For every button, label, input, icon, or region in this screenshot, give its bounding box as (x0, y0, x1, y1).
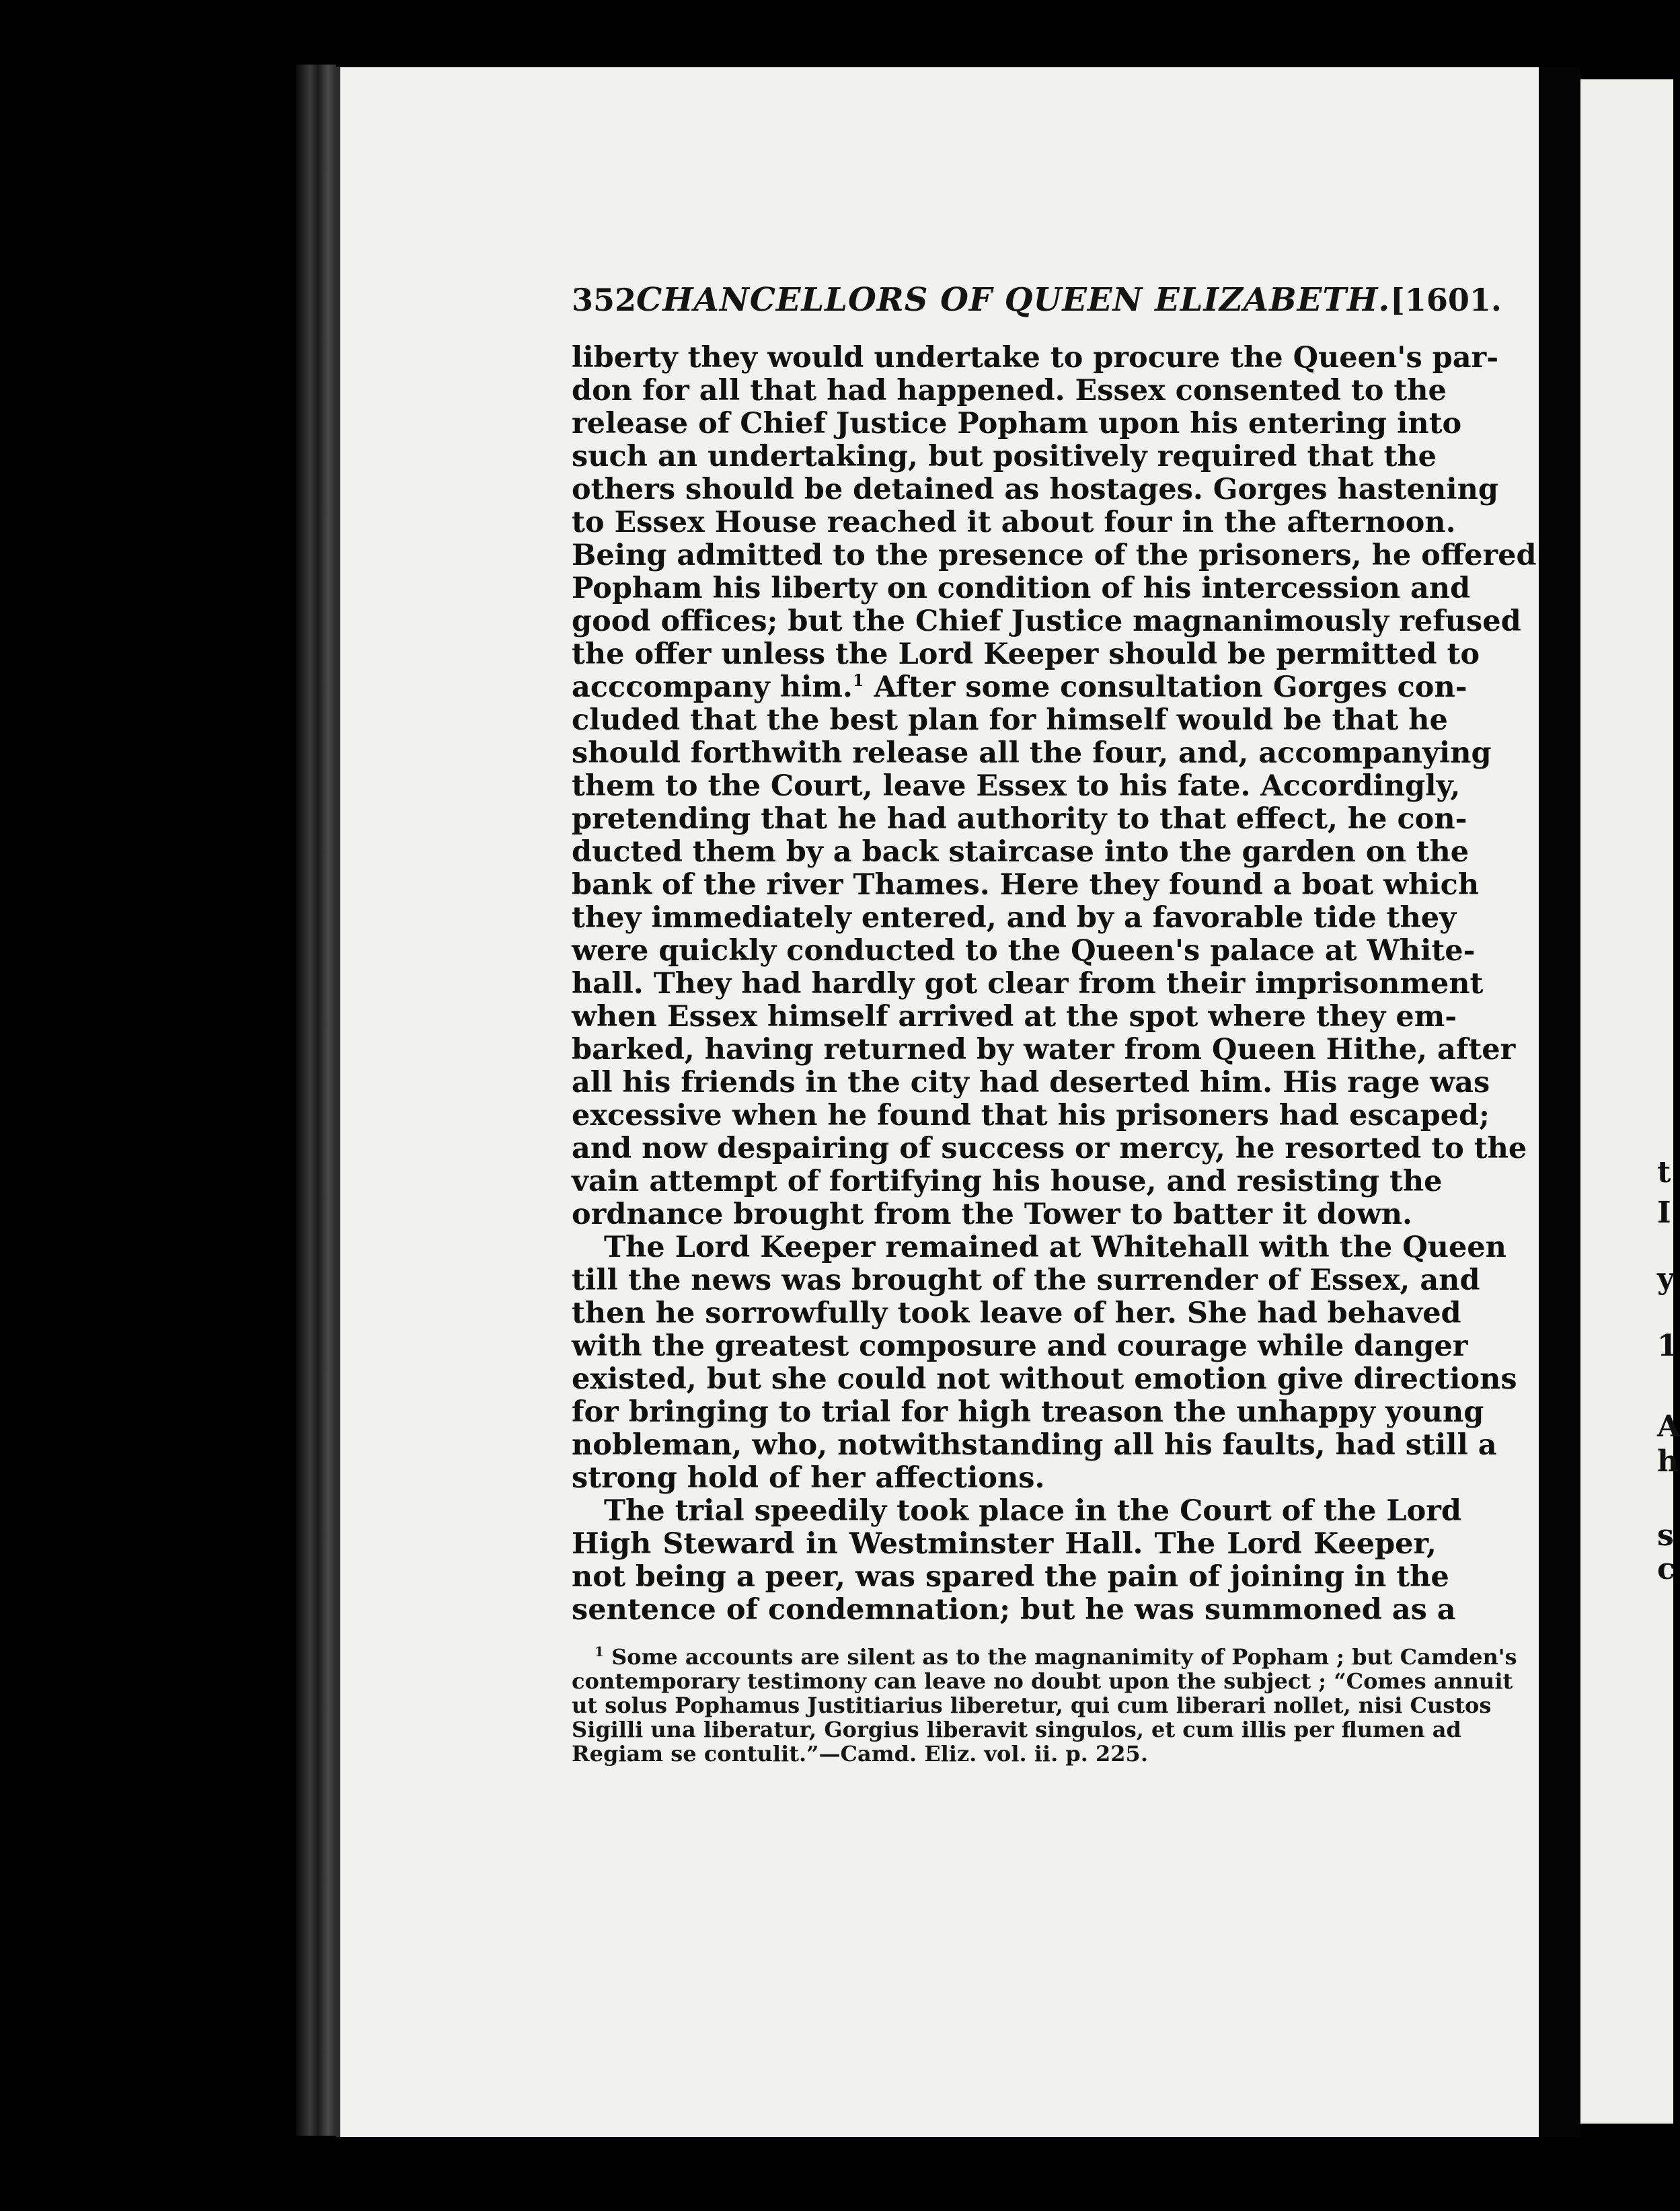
text-line: with the greatest composure and courage while danger (572, 1329, 1468, 1363)
text-line: to Essex House reached it about four in the afternoon. (572, 506, 1456, 539)
text-line: nobleman, who, notwithstanding all his faults, had still a (572, 1428, 1497, 1462)
facing-page-letter: A (1657, 1409, 1680, 1444)
text-line: liberty they would undertake to procure the Queen's par- (572, 341, 1499, 375)
facing-page-fragment (1580, 79, 1680, 2124)
footnote-reference[interactable]: 1 (852, 670, 864, 690)
text-line: vain attempt of fortifying his house, and resisting the (572, 1165, 1443, 1198)
text-line: others should be detained as hostages. Gorges hastening (572, 473, 1498, 506)
text-line: bank of the river Thames. Here they found a boat which (572, 868, 1480, 902)
text-line: existed, but she could not without emotion give directions (572, 1362, 1517, 1396)
text-line: and now despairing of success or mercy, he resorted to the (572, 1132, 1527, 1165)
text-line: them to the Court, leave Essex to his fate. Accordingly, (572, 769, 1461, 803)
text-line: the offer unless the Lord Keeper should be permitted to (572, 637, 1480, 671)
text-line: they immediately entered, and by a favorable tide they (572, 901, 1457, 935)
footnote-line (572, 1643, 1517, 1670)
footnote-line: ut solus Pophamus Justitiarius liberetur, qui cum liberari nollet, nisi Custos (572, 1693, 1492, 1718)
text-line: ducted them by a back staircase into the garden on the (572, 835, 1469, 869)
text-line: should forthwith release all the four, and, accompanying (572, 736, 1492, 770)
text-line: ordnance brought from the Tower to batter it down. (572, 1198, 1412, 1231)
text-line: hall. They had hardly got clear from their imprisonment (572, 967, 1484, 1001)
text-line: good offices; but the Chief Justice magnanimously refused (572, 605, 1521, 638)
text-line: till the news was brought of the surrender of Essex, and (572, 1264, 1480, 1297)
page-number: 352 (572, 282, 637, 318)
text-line: pretending that he had authority to that effect, he con- (572, 802, 1467, 836)
text-line: High Steward in Westminster Hall. The Lord Keeper, (572, 1527, 1437, 1561)
footnote-text: Some accounts are silent as to the magnanimity of Popham ; but Camden's (603, 1644, 1517, 1670)
page-header (572, 281, 1502, 319)
facing-page-letter: s (1657, 1518, 1674, 1553)
paragraph-start: The trial speedily took place in the Court of the Lord (604, 1494, 1461, 1528)
text-line: don for all that had happened. Essex consented to the (572, 374, 1447, 408)
text-line: strong hold of her affections. (572, 1461, 1045, 1495)
text-line: then he sorrowfully took leave of her. She had behaved (572, 1296, 1461, 1330)
text-line: sentence of condemnation; but he was summoned as a (572, 1593, 1456, 1627)
facing-page-letter: y (1657, 1262, 1675, 1296)
header-year: [1601. (1390, 282, 1502, 318)
text-line: all his friends in the city had deserted him. His rage was (572, 1066, 1490, 1099)
text-line: Popham his liberty on condition of his intercession and (572, 572, 1471, 605)
footnote-marker: 1 (595, 1643, 604, 1660)
text-line: when Essex himself arrived at the spot where they em- (572, 1000, 1457, 1034)
text-line: such an undertaking, but positively required that the (572, 440, 1437, 473)
footnotes (572, 1643, 1517, 1767)
body-text (572, 341, 1537, 1627)
facing-page-letter: t (1657, 1155, 1671, 1190)
facing-page-letter: c (1657, 1552, 1675, 1586)
text-line: release of Chief Justice Popham upon his entering into (572, 407, 1462, 440)
page-edge-shadow (1539, 67, 1580, 2137)
facing-page-letter: h (1657, 1444, 1679, 1479)
text-line: excessive when he found that his prisoners had escaped; (572, 1099, 1490, 1132)
text-line: not being a peer, was spared the pain of joining in the (572, 1560, 1449, 1594)
footnote-line: contemporary testimony can leave no doubt upon the subject ; “Comes annuit (572, 1668, 1513, 1694)
facing-page-letter: 1 (1657, 1329, 1678, 1363)
text-line: for bringing to trial for high treason the unhappy young (572, 1395, 1484, 1429)
text-line: cluded that the best plan for himself would be that he (572, 703, 1448, 737)
paragraph-start: The Lord Keeper remained at Whitehall with the Queen (604, 1231, 1506, 1264)
text-line: barked, having returned by water from Queen Hithe, after (572, 1033, 1516, 1066)
text-line-with-note (572, 670, 1467, 704)
footnote-line: Sigilli una liberatur, Gorgius liberavit singulos, et cum illis per flumen ad (572, 1717, 1461, 1742)
footnote-line: Regiam se contulit.”—Camd. Eliz. vol. ii. p. 225. (572, 1741, 1148, 1767)
page-gutter-shadow (296, 65, 336, 2136)
text-fragment: After some consultation Gorges con- (864, 670, 1467, 704)
facing-page-letter: I (1657, 1196, 1671, 1230)
text-fragment: acccompany him. (572, 670, 853, 704)
text-line: were quickly conducted to the Queen's palace at White- (572, 934, 1476, 968)
running-title: CHANCELLORS OF QUEEN ELIZABETH. (636, 281, 1391, 319)
text-line: Being admitted to the presence of the prisoners, he offered (572, 539, 1537, 572)
